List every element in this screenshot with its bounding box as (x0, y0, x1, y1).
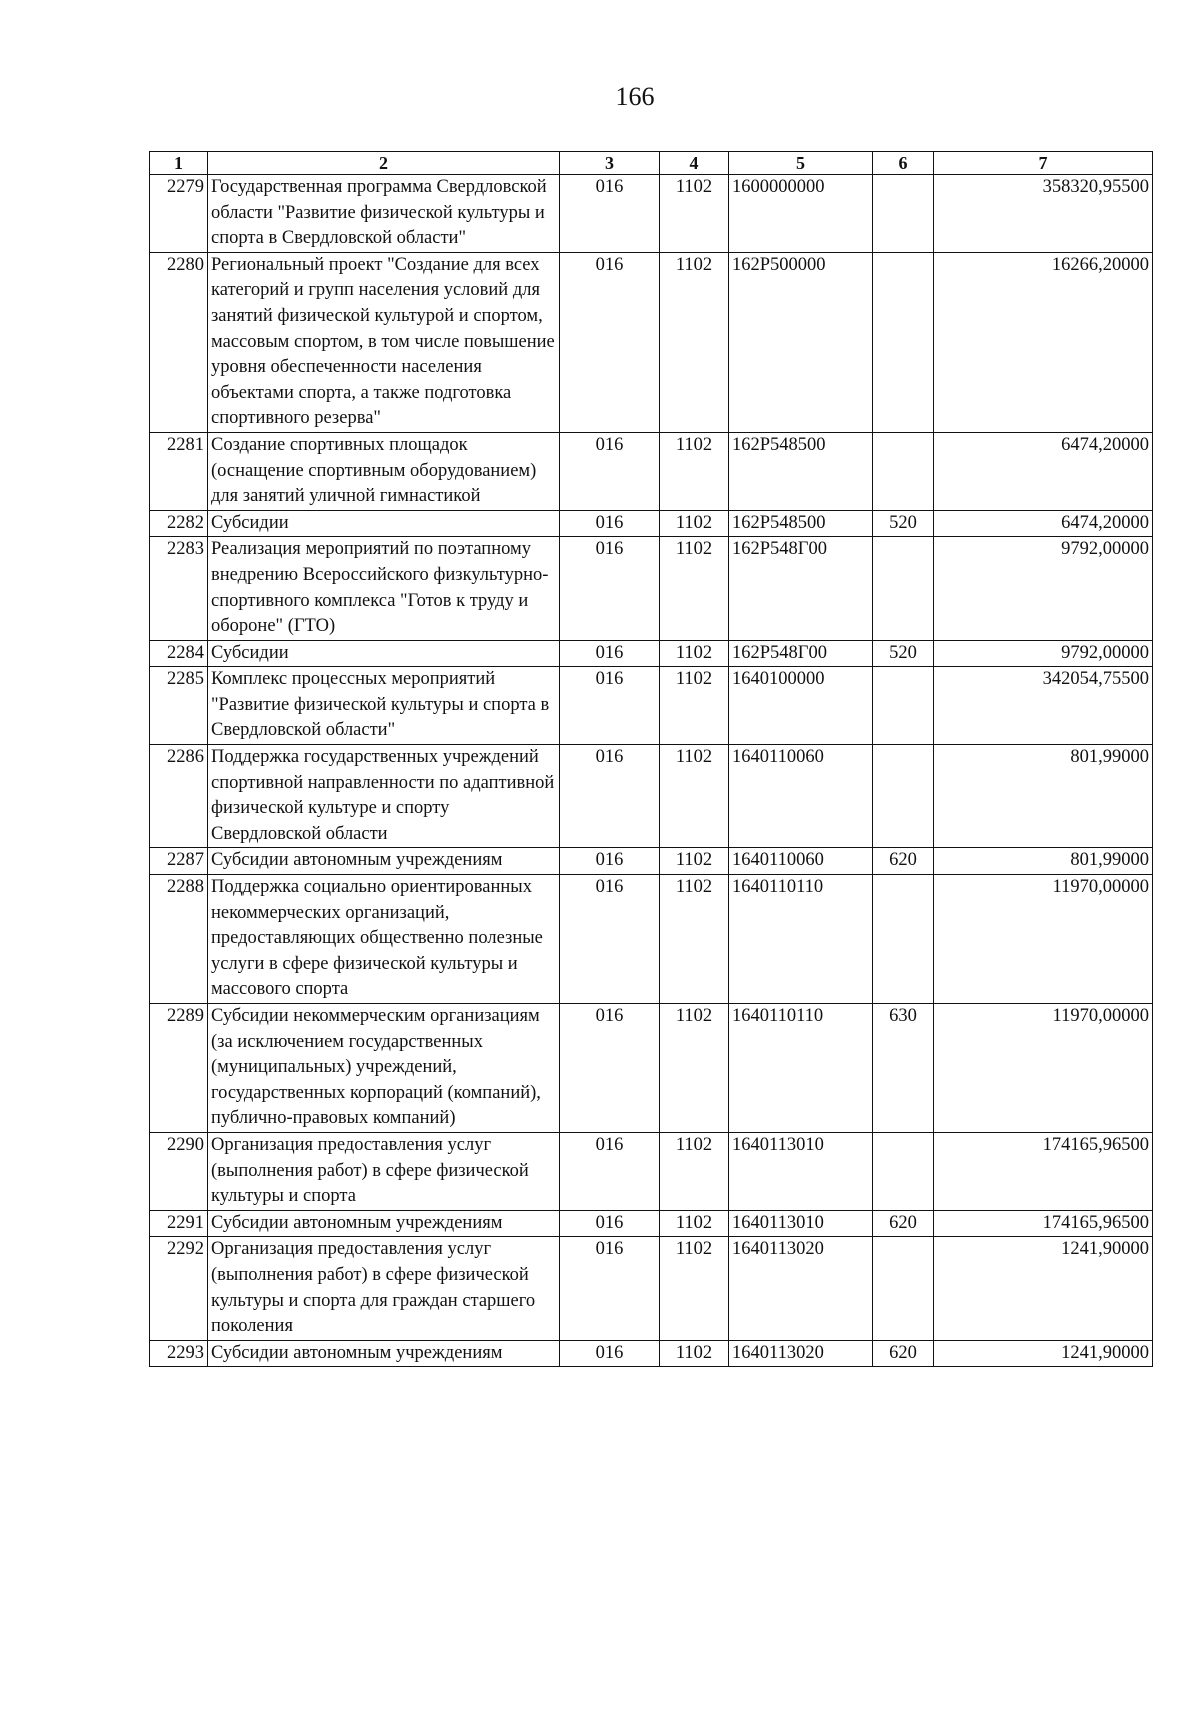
table-row (150, 1237, 1153, 1340)
row-name-cell: Субсидии автономным учреждениям (208, 848, 560, 875)
target-article-cell: 1640113020 (729, 1340, 873, 1367)
expense-type-cell (873, 252, 934, 432)
target-article-cell: 162P548500 (729, 432, 873, 510)
column-header: 6 (873, 152, 934, 175)
table-row (150, 1210, 1153, 1237)
ministry-code-cell: 016 (560, 1132, 660, 1210)
ministry-code-cell: 016 (560, 1237, 660, 1340)
table-row (150, 875, 1153, 1004)
row-number-cell: 2283 (150, 537, 208, 640)
expense-type-cell (873, 537, 934, 640)
section-code-cell: 1102 (660, 537, 729, 640)
row-name-cell: Региональный проект "Создание для всех категорий и групп населения условий для занятий физической культурой и спортом, массовым спортом, в том числе повышение уровня обеспеченности населения объектами спорта, а также подготовка спортивного резерва" (208, 252, 560, 432)
section-code-cell: 1102 (660, 175, 729, 253)
table-row (150, 1132, 1153, 1210)
column-header: 7 (934, 152, 1153, 175)
row-number-cell: 2290 (150, 1132, 208, 1210)
amount-cell: 342054,75500 (934, 667, 1153, 745)
ministry-code-cell: 016 (560, 1340, 660, 1367)
section-code-cell: 1102 (660, 1132, 729, 1210)
target-article-cell: 1640110060 (729, 848, 873, 875)
ministry-code-cell: 016 (560, 537, 660, 640)
target-article-cell: 1640100000 (729, 667, 873, 745)
section-code-cell: 1102 (660, 640, 729, 667)
ministry-code-cell: 016 (560, 1004, 660, 1133)
row-number-cell: 2280 (150, 252, 208, 432)
expense-type-cell (873, 175, 934, 253)
section-code-cell: 1102 (660, 1237, 729, 1340)
row-name-cell: Организация предоставления услуг (выполнения работ) в сфере физической культуры и спорта для граждан старшего поколения (208, 1237, 560, 1340)
page-number: 166 (615, 82, 655, 111)
table-row (150, 537, 1153, 640)
target-article-cell: 1640113010 (729, 1210, 873, 1237)
target-article-cell: 1600000000 (729, 175, 873, 253)
expense-type-cell (873, 745, 934, 848)
table-row (150, 432, 1153, 510)
row-number-cell: 2292 (150, 1237, 208, 1340)
target-article-cell: 162P548500 (729, 510, 873, 537)
section-code-cell: 1102 (660, 510, 729, 537)
row-name-cell: Поддержка социально ориентированных некоммерческих организаций, предоставляющих общественно полезные услуги в сфере физической культуры и массового спорта (208, 875, 560, 1004)
section-code-cell: 1102 (660, 875, 729, 1004)
ministry-code-cell: 016 (560, 745, 660, 848)
ministry-code-cell: 016 (560, 667, 660, 745)
row-name-cell: Реализация мероприятий по поэтапному внедрению Всероссийского физкультурно-спортивного комплекса "Готов к труду и обороне" (ГТО) (208, 537, 560, 640)
expense-type-cell (873, 1132, 934, 1210)
row-number-cell: 2286 (150, 745, 208, 848)
table-row (150, 745, 1153, 848)
target-article-cell: 1640110110 (729, 1004, 873, 1133)
section-code-cell: 1102 (660, 667, 729, 745)
row-number-cell: 2281 (150, 432, 208, 510)
amount-cell: 6474,20000 (934, 510, 1153, 537)
section-code-cell: 1102 (660, 745, 729, 848)
expense-type-cell: 520 (873, 510, 934, 537)
amount-cell: 11970,00000 (934, 875, 1153, 1004)
ministry-code-cell: 016 (560, 175, 660, 253)
expense-type-cell: 630 (873, 1004, 934, 1133)
row-name-cell: Субсидии автономным учреждениям (208, 1210, 560, 1237)
row-name-cell: Субсидии некоммерческим организациям (за исключением государственных (муниципальных) учреждений, государственных корпораций (компаний), публично-правовых компаний) (208, 1004, 560, 1133)
column-header: 3 (560, 152, 660, 175)
row-name-cell: Поддержка государственных учреждений спортивной направленности по адаптивной физической культуре и спорту Свердловской области (208, 745, 560, 848)
section-code-cell: 1102 (660, 252, 729, 432)
amount-cell: 801,99000 (934, 745, 1153, 848)
column-header: 5 (729, 152, 873, 175)
ministry-code-cell: 016 (560, 640, 660, 667)
expense-type-cell: 520 (873, 640, 934, 667)
table-row (150, 510, 1153, 537)
table-row (150, 667, 1153, 745)
section-code-cell: 1102 (660, 848, 729, 875)
table-header-row (150, 152, 1153, 175)
row-name-cell: Организация предоставления услуг (выполнения работ) в сфере физической культуры и спорта (208, 1132, 560, 1210)
target-article-cell: 1640110110 (729, 875, 873, 1004)
section-code-cell: 1102 (660, 1004, 729, 1133)
expense-type-cell: 620 (873, 1210, 934, 1237)
row-name-cell: Субсидии автономным учреждениям (208, 1340, 560, 1367)
row-number-cell: 2287 (150, 848, 208, 875)
expense-type-cell (873, 432, 934, 510)
amount-cell: 6474,20000 (934, 432, 1153, 510)
row-name-cell: Государственная программа Свердловской области "Развитие физической культуры и спорта в Свердловской области" (208, 175, 560, 253)
row-name-cell: Комплекс процессных мероприятий "Развитие физической культуры и спорта в Свердловской области" (208, 667, 560, 745)
target-article-cell: 1640110060 (729, 745, 873, 848)
ministry-code-cell: 016 (560, 848, 660, 875)
table-row (150, 640, 1153, 667)
amount-cell: 1241,90000 (934, 1237, 1153, 1340)
amount-cell: 174165,96500 (934, 1132, 1153, 1210)
expense-type-cell: 620 (873, 848, 934, 875)
ministry-code-cell: 016 (560, 1210, 660, 1237)
budget-table (149, 151, 1153, 1367)
row-name-cell: Создание спортивных площадок (оснащение спортивным оборудованием) для занятий уличной гимнастикой (208, 432, 560, 510)
amount-cell: 9792,00000 (934, 640, 1153, 667)
row-number-cell: 2288 (150, 875, 208, 1004)
table-row (150, 848, 1153, 875)
ministry-code-cell: 016 (560, 252, 660, 432)
column-header: 4 (660, 152, 729, 175)
column-header: 2 (208, 152, 560, 175)
table-row (150, 1004, 1153, 1133)
section-code-cell: 1102 (660, 1210, 729, 1237)
amount-cell: 1241,90000 (934, 1340, 1153, 1367)
target-article-cell: 162P500000 (729, 252, 873, 432)
target-article-cell: 1640113020 (729, 1237, 873, 1340)
amount-cell: 11970,00000 (934, 1004, 1153, 1133)
row-name-cell: Субсидии (208, 510, 560, 537)
expense-type-cell (873, 875, 934, 1004)
row-number-cell: 2289 (150, 1004, 208, 1133)
amount-cell: 9792,00000 (934, 537, 1153, 640)
amount-cell: 801,99000 (934, 848, 1153, 875)
expense-type-cell (873, 667, 934, 745)
section-code-cell: 1102 (660, 1340, 729, 1367)
amount-cell: 174165,96500 (934, 1210, 1153, 1237)
ministry-code-cell: 016 (560, 432, 660, 510)
column-header: 1 (150, 152, 208, 175)
expense-type-cell: 620 (873, 1340, 934, 1367)
expense-type-cell (873, 1237, 934, 1340)
row-name-cell: Субсидии (208, 640, 560, 667)
table-row (150, 252, 1153, 432)
row-number-cell: 2284 (150, 640, 208, 667)
row-number-cell: 2282 (150, 510, 208, 537)
target-article-cell: 162P548Г00 (729, 537, 873, 640)
amount-cell: 358320,95500 (934, 175, 1153, 253)
ministry-code-cell: 016 (560, 875, 660, 1004)
ministry-code-cell: 016 (560, 510, 660, 537)
amount-cell: 16266,20000 (934, 252, 1153, 432)
row-number-cell: 2293 (150, 1340, 208, 1367)
section-code-cell: 1102 (660, 432, 729, 510)
row-number-cell: 2279 (150, 175, 208, 253)
target-article-cell: 1640113010 (729, 1132, 873, 1210)
row-number-cell: 2291 (150, 1210, 208, 1237)
table-row (150, 1340, 1153, 1367)
table-body (150, 175, 1153, 1367)
table-row (150, 175, 1153, 253)
row-number-cell: 2285 (150, 667, 208, 745)
target-article-cell: 162P548Г00 (729, 640, 873, 667)
